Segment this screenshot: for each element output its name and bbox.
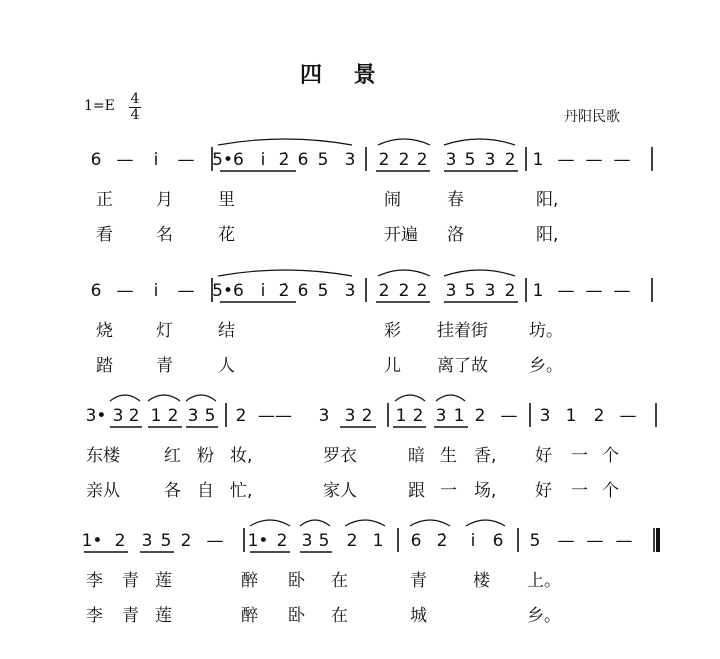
lyric-syllable: 醉: [241, 571, 258, 591]
note: —: [557, 281, 575, 301]
note: 2: [167, 406, 179, 426]
note: 5: [464, 281, 476, 301]
lyric-syllable: 人: [218, 356, 235, 376]
note: 2: [416, 150, 428, 170]
lyric-syllable: 妆,: [230, 446, 253, 466]
note: 1: [453, 406, 465, 426]
lyric-syllable: 生: [440, 446, 457, 466]
note: 2: [398, 281, 410, 301]
note: 3: [484, 150, 496, 170]
note: 1: [150, 406, 162, 426]
note: 5: [317, 281, 329, 301]
lyric-syllable: 挂着街: [437, 321, 488, 341]
slur: [378, 139, 430, 145]
lyric-syllable: 乡。: [527, 606, 561, 626]
lyric-syllable: 李: [86, 606, 103, 626]
lyric-syllable: 个: [602, 446, 619, 466]
lyric-syllable: 阳,: [536, 225, 559, 245]
time-signature-bottom: 4: [130, 107, 140, 123]
note: 3: [484, 281, 496, 301]
lyric-syllable: 月: [156, 190, 173, 210]
lyric-syllable: 烧: [96, 321, 113, 341]
time-signature-top: 4: [130, 91, 140, 107]
slur: [395, 395, 425, 401]
lyric-syllable: 场,: [474, 481, 497, 501]
lyric-syllable: 青: [122, 606, 139, 626]
note: 2̇: [278, 281, 290, 301]
lyric-syllable: 青: [156, 356, 173, 376]
lyric-syllable: 一: [571, 481, 588, 501]
lyric-syllable: 春: [447, 190, 464, 210]
slur: [345, 520, 385, 526]
slur: [466, 520, 505, 526]
note: 1: [372, 531, 384, 551]
lyric-syllable: 暗: [408, 446, 425, 466]
lyric-syllable: 儿: [384, 356, 401, 376]
score-title: 四 景: [300, 63, 388, 88]
slur: [300, 520, 330, 526]
lyric-syllable: 一: [440, 481, 457, 501]
lyric-syllable: 洛: [447, 225, 464, 245]
note: 6: [297, 281, 309, 301]
slur: [218, 270, 352, 276]
note: —: [615, 531, 633, 551]
note: 3: [344, 281, 356, 301]
lyric-syllable: 李: [86, 571, 103, 591]
lyric-syllable: 阳,: [536, 190, 559, 210]
note: —: [177, 150, 195, 170]
lyric-syllable: 自: [197, 481, 214, 501]
note: —: [116, 150, 134, 170]
note: —: [557, 531, 575, 551]
slur: [186, 395, 216, 401]
note: 3: [141, 531, 153, 551]
lyric-syllable: 罗衣: [323, 446, 357, 466]
note: 3: [344, 150, 356, 170]
lyric-syllable: 在: [331, 571, 348, 591]
lyric-syllable: 忙,: [230, 481, 253, 501]
note: 5: [160, 531, 172, 551]
note: ——: [258, 406, 292, 426]
slur: [410, 520, 450, 526]
note: i̇: [470, 531, 476, 551]
note: 1: [532, 281, 544, 301]
note: 2: [378, 281, 390, 301]
lyric-syllable: 香,: [474, 446, 497, 466]
note: 2: [416, 281, 428, 301]
lyric-syllable: 离了故: [437, 356, 488, 376]
lyric-syllable: 好: [535, 446, 552, 466]
lyric-syllable: 卧: [288, 606, 305, 626]
note: 5: [529, 531, 541, 551]
lyric-syllable: 里: [218, 190, 235, 210]
lyric-syllable: 灯: [156, 321, 173, 341]
note: —: [177, 281, 195, 301]
lyric-syllable: 在: [331, 606, 348, 626]
lyric-syllable: 踏: [96, 356, 113, 376]
note: 2: [504, 150, 516, 170]
note: 1•: [247, 531, 269, 551]
slur: [378, 270, 430, 276]
lyric-syllable: 各: [164, 481, 181, 501]
note: 5: [204, 406, 216, 426]
lyric-syllable: 红: [164, 446, 181, 466]
note: 5: [464, 150, 476, 170]
note: —: [613, 281, 631, 301]
note: —: [206, 531, 224, 551]
lyric-syllable: 好: [535, 481, 552, 501]
note: 2: [361, 406, 373, 426]
lyric-syllable: 彩: [384, 321, 401, 341]
note: 2: [346, 531, 358, 551]
note: 3: [539, 406, 551, 426]
note: 2: [114, 531, 126, 551]
note: 5•6: [212, 150, 244, 170]
note: 2: [378, 150, 390, 170]
key-signature: 1=E: [84, 98, 115, 114]
note: 5•6: [212, 281, 244, 301]
slur: [250, 520, 290, 526]
note: —: [500, 406, 518, 426]
note: i̇: [153, 150, 159, 170]
song-source: 丹阳民歌: [564, 109, 620, 125]
lyric-syllable: 一: [571, 446, 588, 466]
lyric-syllable: 上。: [527, 571, 561, 591]
lyric-syllable: 青: [122, 571, 139, 591]
lyric-syllable: 楼: [473, 571, 490, 591]
slur: [436, 395, 465, 401]
note: 3: [301, 531, 313, 551]
note: i̇: [260, 281, 266, 301]
note: 1: [395, 406, 407, 426]
note: 2: [276, 531, 288, 551]
lyric-syllable: 家人: [323, 481, 357, 501]
lyric-syllable: 正: [96, 190, 113, 210]
lyric-syllable: 东楼: [86, 446, 120, 466]
lyric-syllable: 卧: [288, 571, 305, 591]
note: 2: [398, 150, 410, 170]
lyric-syllable: 粉: [197, 446, 214, 466]
note: 2: [593, 406, 605, 426]
lyric-syllable: 乡。: [529, 356, 563, 376]
note: —: [585, 150, 603, 170]
lyric-syllable: 莲: [155, 606, 172, 626]
lyric-syllable: 青: [410, 571, 427, 591]
note: i̇: [260, 150, 266, 170]
slur: [148, 395, 180, 401]
note: 2: [412, 406, 424, 426]
note: 1: [532, 150, 544, 170]
note: 5: [317, 150, 329, 170]
note: 2̇: [436, 531, 448, 551]
note: 1: [565, 406, 577, 426]
note: i̇: [153, 281, 159, 301]
lyric-syllable: 名: [156, 225, 173, 245]
note: 2: [504, 281, 516, 301]
note: —: [613, 150, 631, 170]
note: —: [116, 281, 134, 301]
note: 3: [344, 406, 356, 426]
lyric-syllable: 结: [218, 321, 235, 341]
note: —: [557, 150, 575, 170]
note: 2̇: [278, 150, 290, 170]
note: 2: [180, 531, 192, 551]
lyric-syllable: 醉: [241, 606, 258, 626]
note: 1•: [81, 531, 103, 551]
slur: [218, 139, 352, 145]
note: —: [619, 406, 637, 426]
note: —: [586, 531, 604, 551]
lyric-syllable: 看: [96, 225, 113, 245]
note: 3: [112, 406, 124, 426]
note: 2: [128, 406, 140, 426]
note: 3: [445, 281, 457, 301]
slur: [110, 395, 140, 401]
note: 3: [187, 406, 199, 426]
note: —: [585, 281, 603, 301]
note: 6: [297, 150, 309, 170]
note: 6: [90, 150, 102, 170]
lyric-syllable: 个: [602, 481, 619, 501]
lyric-syllable: 亲从: [86, 481, 120, 501]
note: 2: [474, 406, 486, 426]
lyric-syllable: 跟: [408, 481, 425, 501]
lyric-syllable: 花: [218, 225, 235, 245]
lyric-syllable: 闹: [384, 190, 401, 210]
note: 3: [445, 150, 457, 170]
note: 3: [318, 406, 330, 426]
slur: [444, 270, 515, 276]
note: 6: [410, 531, 422, 551]
note: 6: [492, 531, 504, 551]
note: 5: [318, 531, 330, 551]
note: 3•: [85, 406, 107, 426]
note: 2: [235, 406, 247, 426]
slur: [444, 139, 515, 145]
lyric-syllable: 坊。: [529, 321, 563, 341]
note: 6: [90, 281, 102, 301]
lyric-syllable: 开遍: [384, 225, 418, 245]
lyric-syllable: 莲: [155, 571, 172, 591]
note: 3: [435, 406, 447, 426]
lyric-syllable: 城: [410, 606, 427, 626]
